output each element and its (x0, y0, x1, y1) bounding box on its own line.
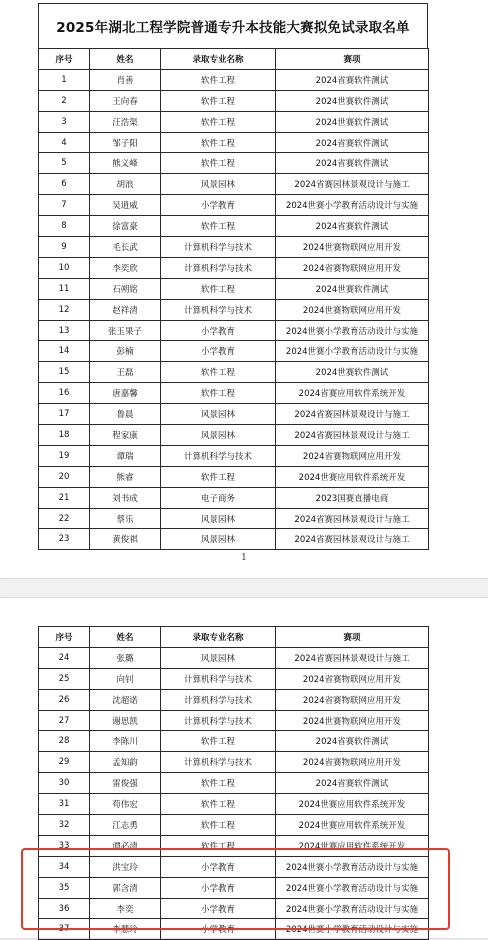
cell-event: 2024省赛园林景观设计与施工 (276, 174, 429, 195)
cell-name: 熊睿 (90, 466, 161, 487)
table-row (39, 132, 429, 153)
document-page-2 (0, 598, 488, 938)
cell-event: 2024省赛软件测试 (276, 132, 429, 153)
cell-name: 张玉果子 (90, 320, 161, 341)
cell-event: 2024省赛物联网应用开发 (276, 257, 429, 278)
table-row (39, 731, 429, 752)
cell-index: 12 (39, 299, 90, 320)
cell-major: 计算机科学与技术 (161, 257, 276, 278)
table-row (39, 835, 429, 856)
cell-event: 2024省赛物联网应用开发 (276, 689, 429, 710)
cell-name: 黄俊祺 (90, 529, 161, 550)
table-row (39, 299, 429, 320)
cell-event: 2024世赛应用软件系统开发 (276, 815, 429, 836)
table-row (39, 710, 429, 731)
header-name: 姓名 (90, 627, 161, 648)
header-name: 姓名 (90, 49, 161, 70)
table-row (39, 69, 429, 90)
cell-index: 23 (39, 529, 90, 550)
cell-index: 37 (39, 919, 90, 940)
cell-event: 2024省赛软件测试 (276, 216, 429, 237)
table-row (39, 898, 429, 919)
cell-major: 软件工程 (161, 90, 276, 111)
table-row (39, 445, 429, 466)
header-index: 序号 (39, 627, 90, 648)
cell-name: 彭楠 (90, 341, 161, 362)
cell-event: 2024世赛小学教育活动设计与实施 (276, 195, 429, 216)
table-row (39, 278, 429, 299)
cell-event: 2024世赛小学教育活动设计与实施 (276, 898, 429, 919)
cell-event: 2024世赛应用软件系统开发 (276, 466, 429, 487)
table-row (39, 174, 429, 195)
header-event: 赛项 (276, 627, 429, 648)
cell-major: 计算机科学与技术 (161, 299, 276, 320)
cell-major: 小学教育 (161, 341, 276, 362)
cell-name: 谭必清 (90, 835, 161, 856)
cell-name: 苟伟宏 (90, 794, 161, 815)
table-header-row (39, 627, 429, 648)
cell-event: 2024世赛应用软件系统开发 (276, 835, 429, 856)
cell-major: 计算机科学与技术 (161, 752, 276, 773)
table-row (39, 341, 429, 362)
cell-event: 2024世赛物联网应用开发 (276, 237, 429, 258)
table-row (39, 919, 429, 940)
cell-name: 谭瑞 (90, 445, 161, 466)
cell-index: 10 (39, 257, 90, 278)
cell-name: 刘书成 (90, 487, 161, 508)
cell-major: 风景园林 (161, 647, 276, 668)
admission-table-page-2 (38, 626, 429, 940)
cell-name: 雷俊强 (90, 773, 161, 794)
cell-name: 王向春 (90, 90, 161, 111)
cell-index: 36 (39, 898, 90, 919)
cell-index: 16 (39, 383, 90, 404)
cell-major: 计算机科学与技术 (161, 710, 276, 731)
cell-name: 吴逍威 (90, 195, 161, 216)
cell-index: 8 (39, 216, 90, 237)
table-row (39, 404, 429, 425)
cell-index: 17 (39, 404, 90, 425)
cell-name: 鲁晨 (90, 404, 161, 425)
cell-major: 风景园林 (161, 508, 276, 529)
cell-name: 李陈川 (90, 731, 161, 752)
cell-name: 赵祥清 (90, 299, 161, 320)
cell-event: 2024省赛软件测试 (276, 773, 429, 794)
cell-index: 5 (39, 153, 90, 174)
cell-event: 2024省赛软件测试 (276, 731, 429, 752)
cell-name: 沈超诺 (90, 689, 161, 710)
cell-major: 小学教育 (161, 898, 276, 919)
cell-index: 22 (39, 508, 90, 529)
cell-major: 软件工程 (161, 794, 276, 815)
cell-event: 2024省赛园林景观设计与施工 (276, 508, 429, 529)
cell-name: 王磊 (90, 362, 161, 383)
cell-index: 34 (39, 856, 90, 877)
cell-event: 2024世赛小学教育活动设计与实施 (276, 877, 429, 898)
cell-major: 电子商务 (161, 487, 276, 508)
cell-major: 软件工程 (161, 835, 276, 856)
table-row (39, 877, 429, 898)
cell-major: 软件工程 (161, 132, 276, 153)
cell-index: 14 (39, 341, 90, 362)
cell-name: 李奕欣 (90, 257, 161, 278)
cell-event: 2024省赛园林景观设计与施工 (276, 404, 429, 425)
table-row (39, 216, 429, 237)
cell-index: 7 (39, 195, 90, 216)
cell-name: 汪浩渠 (90, 111, 161, 132)
cell-name: 蔡乐 (90, 508, 161, 529)
cell-index: 31 (39, 794, 90, 815)
cell-name: 向钊 (90, 668, 161, 689)
cell-major: 软件工程 (161, 773, 276, 794)
cell-event: 2024世赛物联网应用开发 (276, 710, 429, 731)
cell-major: 小学教育 (161, 856, 276, 877)
cell-major: 风景园林 (161, 404, 276, 425)
cell-index: 19 (39, 445, 90, 466)
cell-name: 肖善 (90, 69, 161, 90)
cell-name: 江志勇 (90, 815, 161, 836)
cell-index: 29 (39, 752, 90, 773)
cell-major: 风景园林 (161, 174, 276, 195)
cell-event: 2024省赛园林景观设计与施工 (276, 647, 429, 668)
cell-major: 软件工程 (161, 362, 276, 383)
table-row (39, 237, 429, 258)
cell-event: 2024世赛小学教育活动设计与实施 (276, 320, 429, 341)
table-row (39, 487, 429, 508)
cell-major: 小学教育 (161, 919, 276, 940)
table-row (39, 647, 429, 668)
cell-event: 2023国赛直播电商 (276, 487, 429, 508)
cell-name: 徐富豪 (90, 216, 161, 237)
table-row (39, 153, 429, 174)
cell-index: 32 (39, 815, 90, 836)
cell-name: 程家康 (90, 425, 161, 446)
header-index: 序号 (39, 49, 90, 70)
cell-event: 2024省赛物联网应用开发 (276, 668, 429, 689)
cell-event: 2024省赛园林景观设计与施工 (276, 529, 429, 550)
cell-name: 李慧玲 (90, 919, 161, 940)
cell-major: 计算机科学与技术 (161, 445, 276, 466)
table-row (39, 362, 429, 383)
cell-major: 小学教育 (161, 877, 276, 898)
cell-major: 软件工程 (161, 278, 276, 299)
cell-major: 小学教育 (161, 195, 276, 216)
cell-event: 2024省赛软件测试 (276, 69, 429, 90)
cell-event: 2024世赛软件测试 (276, 278, 429, 299)
cell-index: 27 (39, 710, 90, 731)
cell-name: 胡浪 (90, 174, 161, 195)
cell-event: 2024世赛应用软件系统开发 (276, 794, 429, 815)
cell-major: 风景园林 (161, 529, 276, 550)
document-title: 2025年湖北工程学院普通专升本技能大赛拟免试录取名单 (38, 3, 428, 48)
table-row (39, 466, 429, 487)
page-number: 1 (241, 553, 247, 563)
cell-index: 18 (39, 425, 90, 446)
table-row (39, 668, 429, 689)
table-row (39, 794, 429, 815)
cell-event: 2024世赛小学教育活动设计与实施 (276, 341, 429, 362)
header-major: 录取专业名称 (161, 627, 276, 648)
cell-index: 1 (39, 69, 90, 90)
cell-major: 软件工程 (161, 111, 276, 132)
cell-index: 3 (39, 111, 90, 132)
cell-index: 4 (39, 132, 90, 153)
cell-index: 30 (39, 773, 90, 794)
cell-major: 计算机科学与技术 (161, 689, 276, 710)
table-header-row (39, 49, 429, 70)
cell-event: 2024省赛物联网应用开发 (276, 752, 429, 773)
cell-name: 邹子阳 (90, 132, 161, 153)
table-row (39, 90, 429, 111)
cell-event: 2024世赛小学教育活动设计与实施 (276, 919, 429, 940)
cell-major: 软件工程 (161, 466, 276, 487)
table-row (39, 752, 429, 773)
table-row (39, 689, 429, 710)
cell-major: 软件工程 (161, 731, 276, 752)
cell-index: 35 (39, 877, 90, 898)
cell-major: 软件工程 (161, 69, 276, 90)
cell-name: 李奕 (90, 898, 161, 919)
cell-index: 21 (39, 487, 90, 508)
cell-index: 9 (39, 237, 90, 258)
cell-name: 石朔铭 (90, 278, 161, 299)
table-row (39, 425, 429, 446)
table-row (39, 529, 429, 550)
table-row (39, 111, 429, 132)
header-event: 赛项 (276, 49, 429, 70)
cell-major: 软件工程 (161, 216, 276, 237)
table-row (39, 508, 429, 529)
cell-major: 软件工程 (161, 383, 276, 404)
table-row (39, 320, 429, 341)
table-row (39, 815, 429, 836)
cell-name: 郭含清 (90, 877, 161, 898)
cell-major: 软件工程 (161, 153, 276, 174)
cell-index: 20 (39, 466, 90, 487)
cell-index: 33 (39, 835, 90, 856)
table-row (39, 195, 429, 216)
cell-major: 小学教育 (161, 320, 276, 341)
table-row (39, 773, 429, 794)
cell-name: 洪宝玲 (90, 856, 161, 877)
cell-index: 25 (39, 668, 90, 689)
cell-index: 28 (39, 731, 90, 752)
cell-index: 13 (39, 320, 90, 341)
cell-index: 6 (39, 174, 90, 195)
cell-index: 11 (39, 278, 90, 299)
cell-event: 2024世赛软件测试 (276, 111, 429, 132)
cell-event: 2024世赛小学教育活动设计与实施 (276, 856, 429, 877)
cell-name: 孟知韵 (90, 752, 161, 773)
cell-event: 2024世赛软件测试 (276, 362, 429, 383)
cell-event: 2024省赛应用软件系统开发 (276, 383, 429, 404)
cell-major: 计算机科学与技术 (161, 668, 276, 689)
cell-major: 计算机科学与技术 (161, 237, 276, 258)
cell-name: 张璐 (90, 647, 161, 668)
cell-name: 唐嘉馨 (90, 383, 161, 404)
cell-name: 谢思凯 (90, 710, 161, 731)
cell-index: 26 (39, 689, 90, 710)
cell-major: 软件工程 (161, 815, 276, 836)
cell-name: 毛长武 (90, 237, 161, 258)
cell-event: 2024省赛园林景观设计与施工 (276, 425, 429, 446)
table-row (39, 856, 429, 877)
cell-name: 熊义峰 (90, 153, 161, 174)
cell-major: 风景园林 (161, 425, 276, 446)
cell-event: 2024省赛软件测试 (276, 153, 429, 174)
table-row (39, 383, 429, 404)
cell-event: 2024世赛物联网应用开发 (276, 299, 429, 320)
admission-table-page-1 (38, 48, 429, 550)
cell-event: 2024世赛软件测试 (276, 90, 429, 111)
table-row (39, 257, 429, 278)
cell-event: 2024省赛物联网应用开发 (276, 445, 429, 466)
cell-index: 15 (39, 362, 90, 383)
header-major: 录取专业名称 (161, 49, 276, 70)
cell-index: 2 (39, 90, 90, 111)
cell-index: 24 (39, 647, 90, 668)
